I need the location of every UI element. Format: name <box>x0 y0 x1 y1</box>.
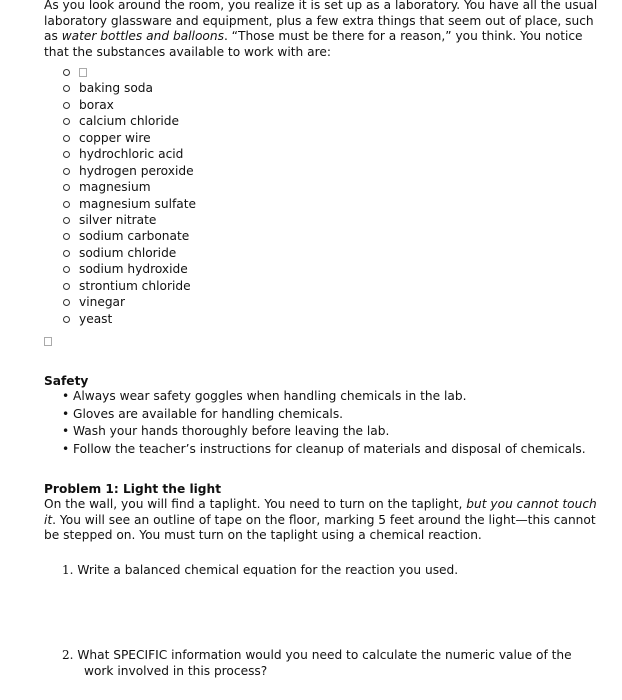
intro-paragraph <box>44 0 604 60</box>
circle-bullet-icon <box>63 316 70 323</box>
circle-bullet-icon <box>63 299 70 306</box>
empty-checkbox-icon <box>79 68 87 77</box>
circle-bullet-icon <box>63 250 70 257</box>
safety-list <box>62 389 586 460</box>
bullet-icon: • <box>62 406 70 421</box>
intro-text-1: As you look around the room, you realize it is set up as a laboratory. You have all the usual laboratory glassware and equipment, plus a few extra things that seem out of place, such as <box>44 0 598 43</box>
question-2 <box>62 648 594 679</box>
list-item: vinegar <box>62 294 196 310</box>
list-item: hydrochloric acid <box>62 146 196 162</box>
circle-bullet-icon <box>63 201 70 208</box>
circle-bullet-icon <box>63 69 70 76</box>
list-item: magnesium <box>62 179 196 195</box>
substances-list <box>62 64 196 327</box>
list-item-placeholder <box>62 64 196 80</box>
list-item: • Follow the teacher’s instructions for cleanup of materials and disposal of chemicals. <box>62 442 586 457</box>
circle-bullet-icon <box>63 217 70 224</box>
list-item: copper wire <box>62 130 196 146</box>
problem1-emphasis: but you cannot touch it <box>44 497 597 527</box>
circle-bullet-icon <box>63 151 70 158</box>
circle-bullet-icon <box>63 118 70 125</box>
bullet-icon: • <box>62 424 70 439</box>
circle-bullet-icon <box>63 184 70 191</box>
safety-heading: Safety <box>44 374 89 388</box>
intro-emphasis: water bottles and balloons <box>61 29 224 43</box>
bullet-icon: • <box>62 442 70 457</box>
question-number: 2. <box>62 648 74 662</box>
circle-bullet-icon <box>63 283 70 290</box>
question-number: 1. <box>62 563 74 577</box>
list-item: strontium chloride <box>62 278 196 294</box>
intro-text-2: . “Those must be there for a reason,” you think. You notice that the substances available to work with are: <box>44 29 583 59</box>
circle-bullet-icon <box>63 233 70 240</box>
circle-bullet-icon <box>63 168 70 175</box>
list-item: sodium chloride <box>62 245 196 261</box>
circle-bullet-icon <box>63 85 70 92</box>
list-item: yeast <box>62 311 196 327</box>
list-item: magnesium sulfate <box>62 196 196 212</box>
list-item: hydrogen peroxide <box>62 163 196 179</box>
question-1 <box>62 563 582 579</box>
list-item: sodium carbonate <box>62 228 196 244</box>
problem1-heading: Problem 1: Light the light <box>44 482 222 496</box>
question-text: What SPECIFIC information would you need to calculate the numeric value of the work involved in this process? <box>77 648 572 678</box>
bullet-icon: • <box>62 389 70 403</box>
list-item: • Wash your hands thoroughly before leaving the lab. <box>62 424 390 439</box>
empty-checkbox-icon <box>44 337 52 346</box>
list-item: baking soda <box>62 80 196 96</box>
list-item: • Gloves are available for handling chemicals. <box>62 406 344 421</box>
list-item: sodium hydroxide <box>62 261 196 277</box>
list-item: • Always wear safety goggles when handling chemicals in the lab. <box>62 389 467 403</box>
circle-bullet-icon <box>63 102 70 109</box>
list-item: borax <box>62 97 196 113</box>
list-item: silver nitrate <box>62 212 196 228</box>
list-item: calcium chloride <box>62 113 196 129</box>
circle-bullet-icon <box>63 135 70 142</box>
circle-bullet-icon <box>63 266 70 273</box>
question-text: Write a balanced chemical equation for the reaction you used. <box>77 563 459 577</box>
problem1-description: On the wall, you will find a taplight. You need to turn on the taplight, but you cannot touch it. You will see an outline of tape on the floor, marking 5 feet around the light—this cannot be stepped on. You must turn on the taplight using a chemical reaction. <box>44 497 597 542</box>
